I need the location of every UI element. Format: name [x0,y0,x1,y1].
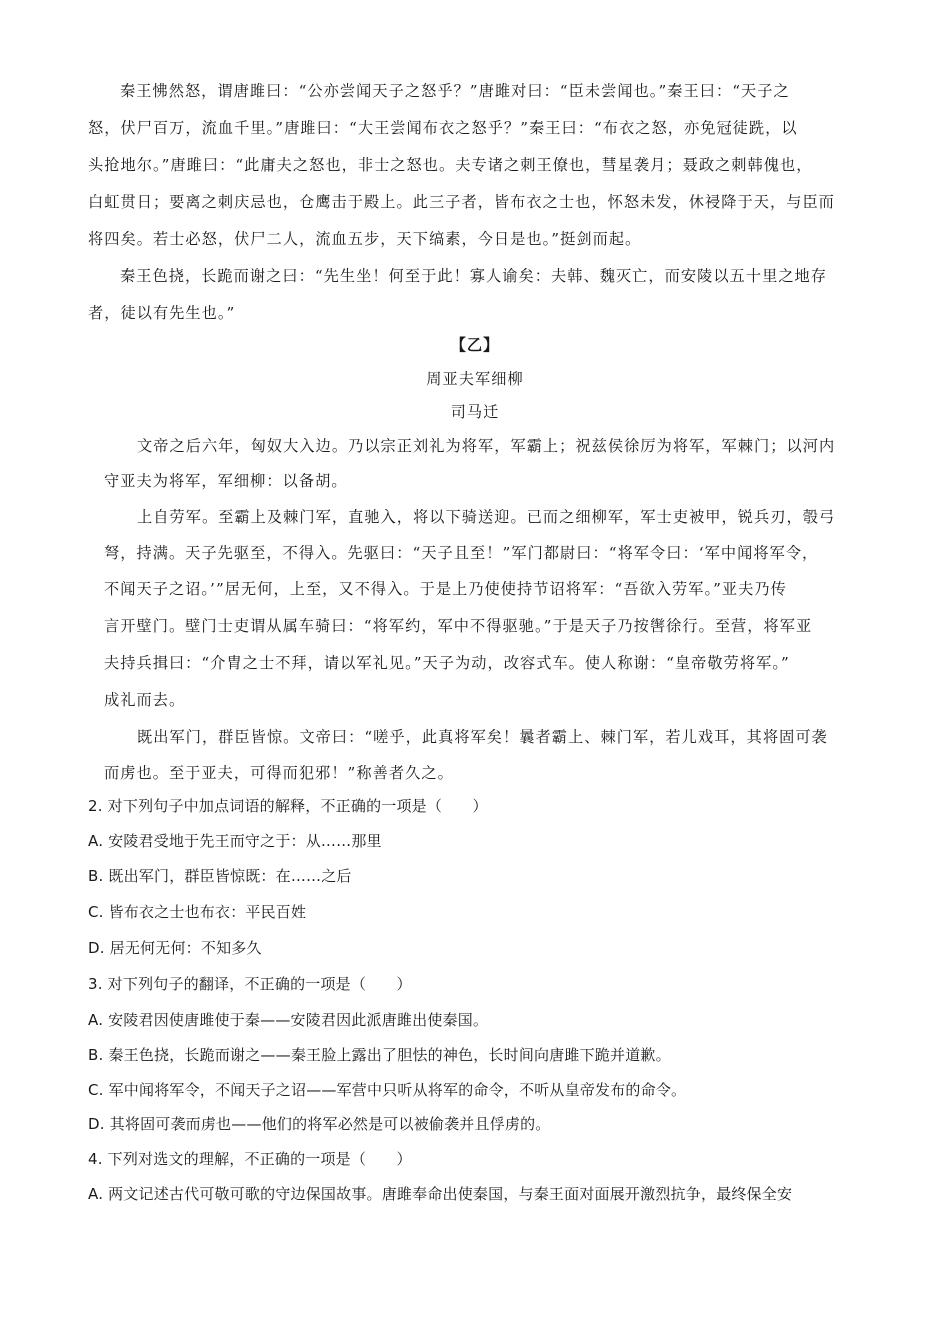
passage-a-line: 白虹贯日；要离之刺庆忌也，仓鹰击于殿上。此三子者，皆布衣之士也，怀怒未发，休祲降于天，与臣而 [88,193,835,211]
passage-b-line: 既出军门，群臣皆惊。文帝曰：“嗟乎，此真将军矣！曩者霸上、棘门军，若儿戏耳，其将固可袭 [137,728,828,746]
passage-b-label: 【乙】 [450,336,500,354]
question-2-option-d: D. 居无何无何：不知多久 [88,939,262,957]
question-3-stem: 3. 对下列句子的翻译，不正确的一项是（ ） [88,975,412,993]
passage-b-line: 夫持兵揖曰：“介胄之士不拜，请以军礼见。”天子为动，改容式车。使人称谢：“皇帝敬劳将军。” [104,654,790,672]
passage-b-author: 司马迁 [450,403,500,421]
passage-a-line: 头抢地尔。”唐雎曰：“此庸夫之怒也，非士之怒也。夫专诸之刺王僚也，彗星袭月；聂政之刺韩傀也， [88,156,813,174]
passage-b-line: 上自劳军。至霸上及棘门军，直驰入，将以下骑送迎。已而之细柳军，军士吏被甲，锐兵刃，彀弓 [137,508,836,526]
passage-b-line: 守亚夫为将军，军细柳：以备胡。 [104,472,348,490]
question-4-stem: 4. 下列对选文的理解，不正确的一项是（ ） [88,1150,412,1168]
question-2-option-a: A. 安陵君受地于先王而守之于：从……那里 [88,832,382,850]
passage-b-line: 而虏也。至于亚夫，可得而犯邪！”称善者久之。 [104,764,454,782]
question-3-option-a: A. 安陵君因使唐雎使于秦——安陵君因此派唐雎出使秦国。 [88,1011,489,1029]
question-2-option-c: C. 皆布衣之士也布衣：平民百姓 [88,903,307,921]
question-3-option-c: C. 军中闻将军令，不闻天子之诏——军营中只听从将军的命令，不听从皇帝发布的命令。 [88,1081,687,1099]
question-3-option-d: D. 其将固可袭而虏也——他们的将军必然是可以被偷袭并且俘虏的。 [88,1115,551,1133]
passage-a-line: 将四矣。若士必怒，伏尸二人，流血五步，天下缟素，今日是也。”挺剑而起。 [88,230,642,248]
passage-b-title: 周亚夫军细柳 [426,370,524,388]
question-2-option-b: B. 既出军门，群臣皆惊既：在……之后 [88,867,352,885]
passage-a-line: 者，徒以有先生也。” [88,304,236,322]
passage-a-line: 怒，伏尸百万，流血千里。”唐雎曰：“大王尝闻布衣之怒乎？”秦王曰：“布衣之怒，亦免冠徒跣，以 [88,119,798,137]
passage-b-line: 不闻天子之诏。’”居无何，上至，又不得入。于是上乃使使持节诏将军：“吾欲入劳军。”亚夫乃传 [104,580,787,598]
passage-b-line: 弩，持满。天子先驱至，不得入。先驱曰：“天子且至！”军门都尉曰：“将军令曰：‘军中闻将军令， [104,544,819,562]
passage-b-line: 成礼而去。 [104,691,186,709]
question-3-option-b: B. 秦王色挠，长跪而谢之——秦王脸上露出了胆怯的神色，长时间向唐雎下跪并道歉。 [88,1046,671,1064]
question-4-option-a: A. 两文记述古代可敬可歌的守边保国故事。唐雎奉命出使秦国，与秦王面对面展开激烈抗争，最终保全安 [88,1185,793,1203]
passage-a-line: 秦王色挠，长跪而谢之曰：“先生坐！何至于此！寡人谕矣：夫韩、魏灭亡，而安陵以五十里之地存 [120,267,828,285]
passage-b-line: 文帝之后六年，匈奴大入边。乃以宗正刘礼为将军，军霸上；祝兹侯徐厉为将军，军棘门；以河内 [137,437,836,455]
question-2-stem: 2. 对下列句子中加点词语的解释，不正确的一项是（ ） [88,797,488,815]
passage-b-line: 言开壁门。壁门士吏谓从属车骑曰：“将军约，军中不得驱驰。”于是天子乃按辔徐行。至营，将军亚 [104,617,813,635]
passage-a-line: 秦王怫然怒，谓唐雎曰：“公亦尝闻天子之怒乎？”唐雎对曰：“臣未尝闻也。”秦王曰：“天子之 [120,82,790,100]
